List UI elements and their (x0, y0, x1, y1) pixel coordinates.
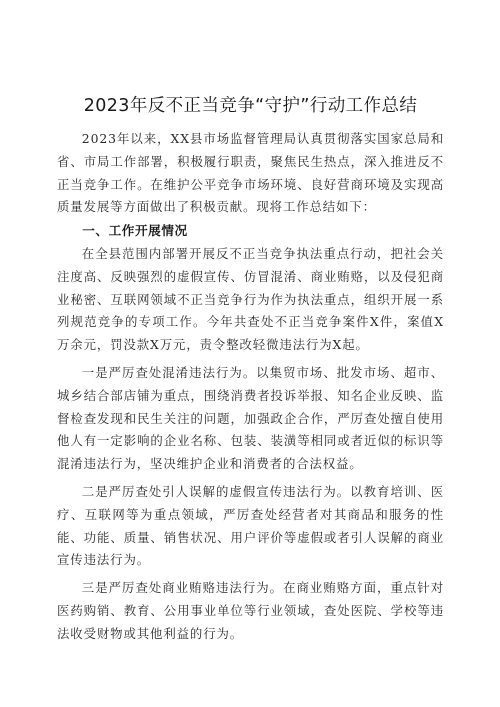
body-paragraph-overview: 在全县范围内部署开展反不正当竞争执法重点行动，把社会关注度高、反映强烈的虚假宣传、仿冒混淆、商业贿赂，以及侵犯商业秘密、互联网领域不正当竞争行为作为执法重点，组织开展一系列规范竞争的专项工作。今年共查处不正当竞争案件X件，案值X万余元，罚没款X万元，责令整改轻微违法行为X起。 (57, 245, 444, 353)
body-paragraph-bribery: 三是严厉查处商业贿赂违法行为。在商业贿赂方面，重点针对医药购销、教育、公用事业单位等行业领域，查处医院、学校等违法收受财物或其他利益的行为。 (57, 580, 444, 641)
body-paragraph-confusion: 一是严厉查处混淆违法行为。以集贸市场、批发市场、超市、城乡结合部店铺为重点，围绕消费者投诉举报、知名企业反映、监督检查发现和民生关注的问题，加强政企合作，严厉查处擅自使用他人有一定影响的企业名称、包装、装潢等相同或者近似的标识等混淆违法行为，坚决维护企业和消费者的合法权益。 (57, 364, 444, 472)
section-heading: 一、工作开展情况 (82, 223, 188, 239)
body-paragraph-false-advertising: 二是严厉查处引人误解的虚假宣传违法行为。以教育培训、医疗、互联网等为重点领域，严厉查处经营者对其商品和服务的性能、功能、质量、销售状况、用户评价等虚假或者引人误解的商业宣传违法行为。 (57, 483, 444, 568)
document-title: 2023年反不正当竞争“守护”行动工作总结 (83, 96, 418, 116)
intro-paragraph: 2023年以来，XX县市场监督管理局认真贯彻落实国家总局和省、市局工作部署，积极履行职责，聚焦民生热点，深入推进反不正当竞争工作。在维护公平竞争市场环境、良好营商环境及实现高质量发展等方面做出了积极贡献。现将工作总结如下： (57, 131, 444, 215)
